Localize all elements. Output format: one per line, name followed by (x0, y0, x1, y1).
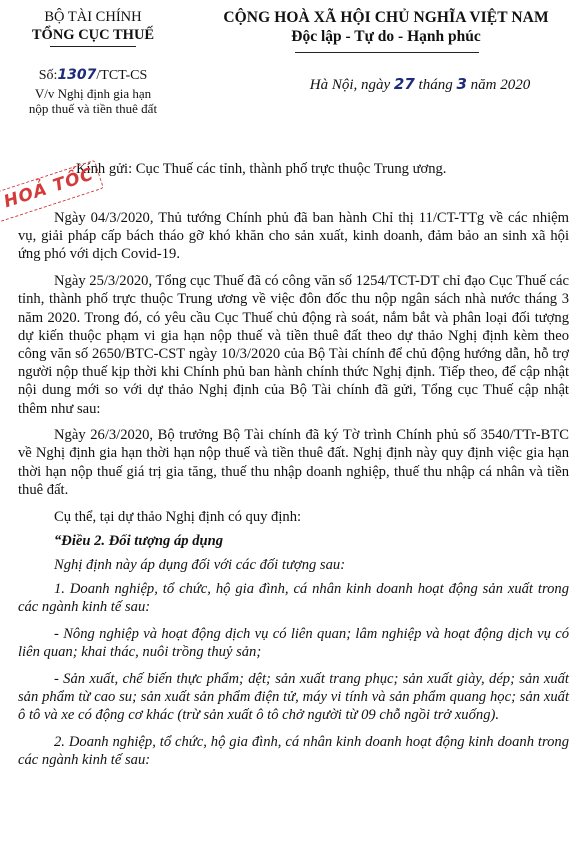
document-date (270, 75, 570, 94)
recipient-line: Kính gửi: Cục Thuế các tỉnh, thành phố trực thuộc Trung ương. (76, 161, 447, 177)
date-month: 3 (456, 75, 467, 93)
subject-line-1: V/v Nghị định gia hạn (34, 86, 152, 101)
article-heading: “Điều 2. Đối tượng áp dụng (54, 532, 224, 549)
doc-number-prefix: Số: (38, 68, 58, 83)
issuer-underline (50, 46, 136, 47)
list-item: - Sản xuất, chế biến thực phẩm; dệt; sản xuất trang phục; sản xuất giày, dép; sản xuất sản phẩm từ cao su; sản xuất sản phẩm điện tử, máy vi tính và sản phẩm quang học; sản xuất ô tô và xe có động cơ khác (trừ sản xuất ô tô chở người từ 09 chỗ ngồi trở xuống). (18, 670, 569, 724)
doc-number-suffix: /TCT-CS (96, 68, 148, 83)
document-subject (14, 86, 172, 116)
motto-underline (295, 52, 479, 53)
paragraph: Nghị định này áp dụng đối với các đối tượng sau: (54, 556, 346, 573)
issuer-block (18, 8, 168, 44)
document-number (18, 67, 168, 84)
document-body (18, 209, 569, 778)
paragraph: Cụ thể, tại dự thảo Nghị định có quy định: (54, 508, 302, 525)
list-item: - Nông nghiệp và hoạt động dịch vụ có liên quan; lâm nghiệp và hoạt động dịch vụ có liên quan; khai thác, nuôi trồng thuỷ sản; (18, 626, 569, 661)
date-mid: tháng (418, 77, 453, 93)
national-header (200, 8, 572, 46)
paragraph: Ngày 04/3/2020, Thủ tướng Chính phủ đã ban hành Chỉ thị 11/CT-TTg về các nhiệm vụ, giải pháp cấp bách tháo gỡ khó khăn cho sản xuất, kinh doanh, đảm bảo an sinh xã hội ứng phó với dịch Covid-19. (18, 210, 569, 263)
date-prefix: Hà Nội, ngày (309, 77, 391, 93)
paragraph: Ngày 25/3/2020, Tổng cục Thuế đã có công văn số 1254/TCT-DT chỉ đạo Cục Thuế các tỉnh, thành phố trực thuộc Trung ương về việc đôn đốc thu nộp ngân sách nhà nước tháng 3 năm 2020. Trong đó, có yêu cầu Cục Thuế chủ động rà soát, nắm bắt và phân loại đối tượng dự kiến thuộc phạm vi gia hạn nộp thuế và tiền thuê đất theo dự thảo Nghị định kèm theo công văn số 2650/BTC-CST ngày 10/3/2020 của Bộ Tài chính để chủ động hướng dẫn, hỗ trợ người nộp thuế kịp thời khi Chính phủ ban hành chính thức Nghị định. Tiếp theo, để cập nhật nội dung mới so với dự thảo Nghị định của Bộ Tài chính đã gửi, Tổng cục Thuế cập nhật thêm như sau: (18, 273, 569, 417)
agency-name: BỘ TÀI CHÍNH (44, 9, 142, 25)
date-day: 27 (393, 75, 415, 93)
subject-line-2: nộp thuế và tiền thuê đất (28, 101, 158, 116)
date-suffix: năm 2020 (470, 77, 531, 93)
doc-number-handwritten: 1307 (57, 67, 97, 83)
paragraph: 2. Doanh nghiệp, tổ chức, hộ gia đình, cá nhân kinh doanh hoạt động kinh doanh trong các ngành kinh tế sau: (18, 734, 569, 769)
paragraph: Ngày 26/3/2020, Bộ trưởng Bộ Tài chính đã ký Tờ trình Chính phủ số 3540/TTr-BTC về Nghị định gia hạn thời hạn nộp thuế và tiền thuê đất. Nghị định này quy định việc gia hạn thời hạn nộp thuế giá trị gia tăng, thuế thu nhập doanh nghiệp, thuế thu nhập cá nhân và tiền thuê đất. (18, 427, 569, 498)
urgent-stamp-text: HOẢ TỐC (1, 164, 97, 213)
nation-title: CỘNG HOÀ XÃ HỘI CHỦ NGHĨA VIỆT NAM (223, 9, 549, 26)
national-motto: Độc lập - Tự do - Hạnh phúc (291, 28, 481, 45)
bureau-name: TỔNG CỤC THUẾ (31, 27, 155, 43)
paragraph: 1. Doanh nghiệp, tổ chức, hộ gia đình, cá nhân kinh doanh hoạt động sản xuất trong các ngành kinh tế sau: (18, 581, 569, 616)
